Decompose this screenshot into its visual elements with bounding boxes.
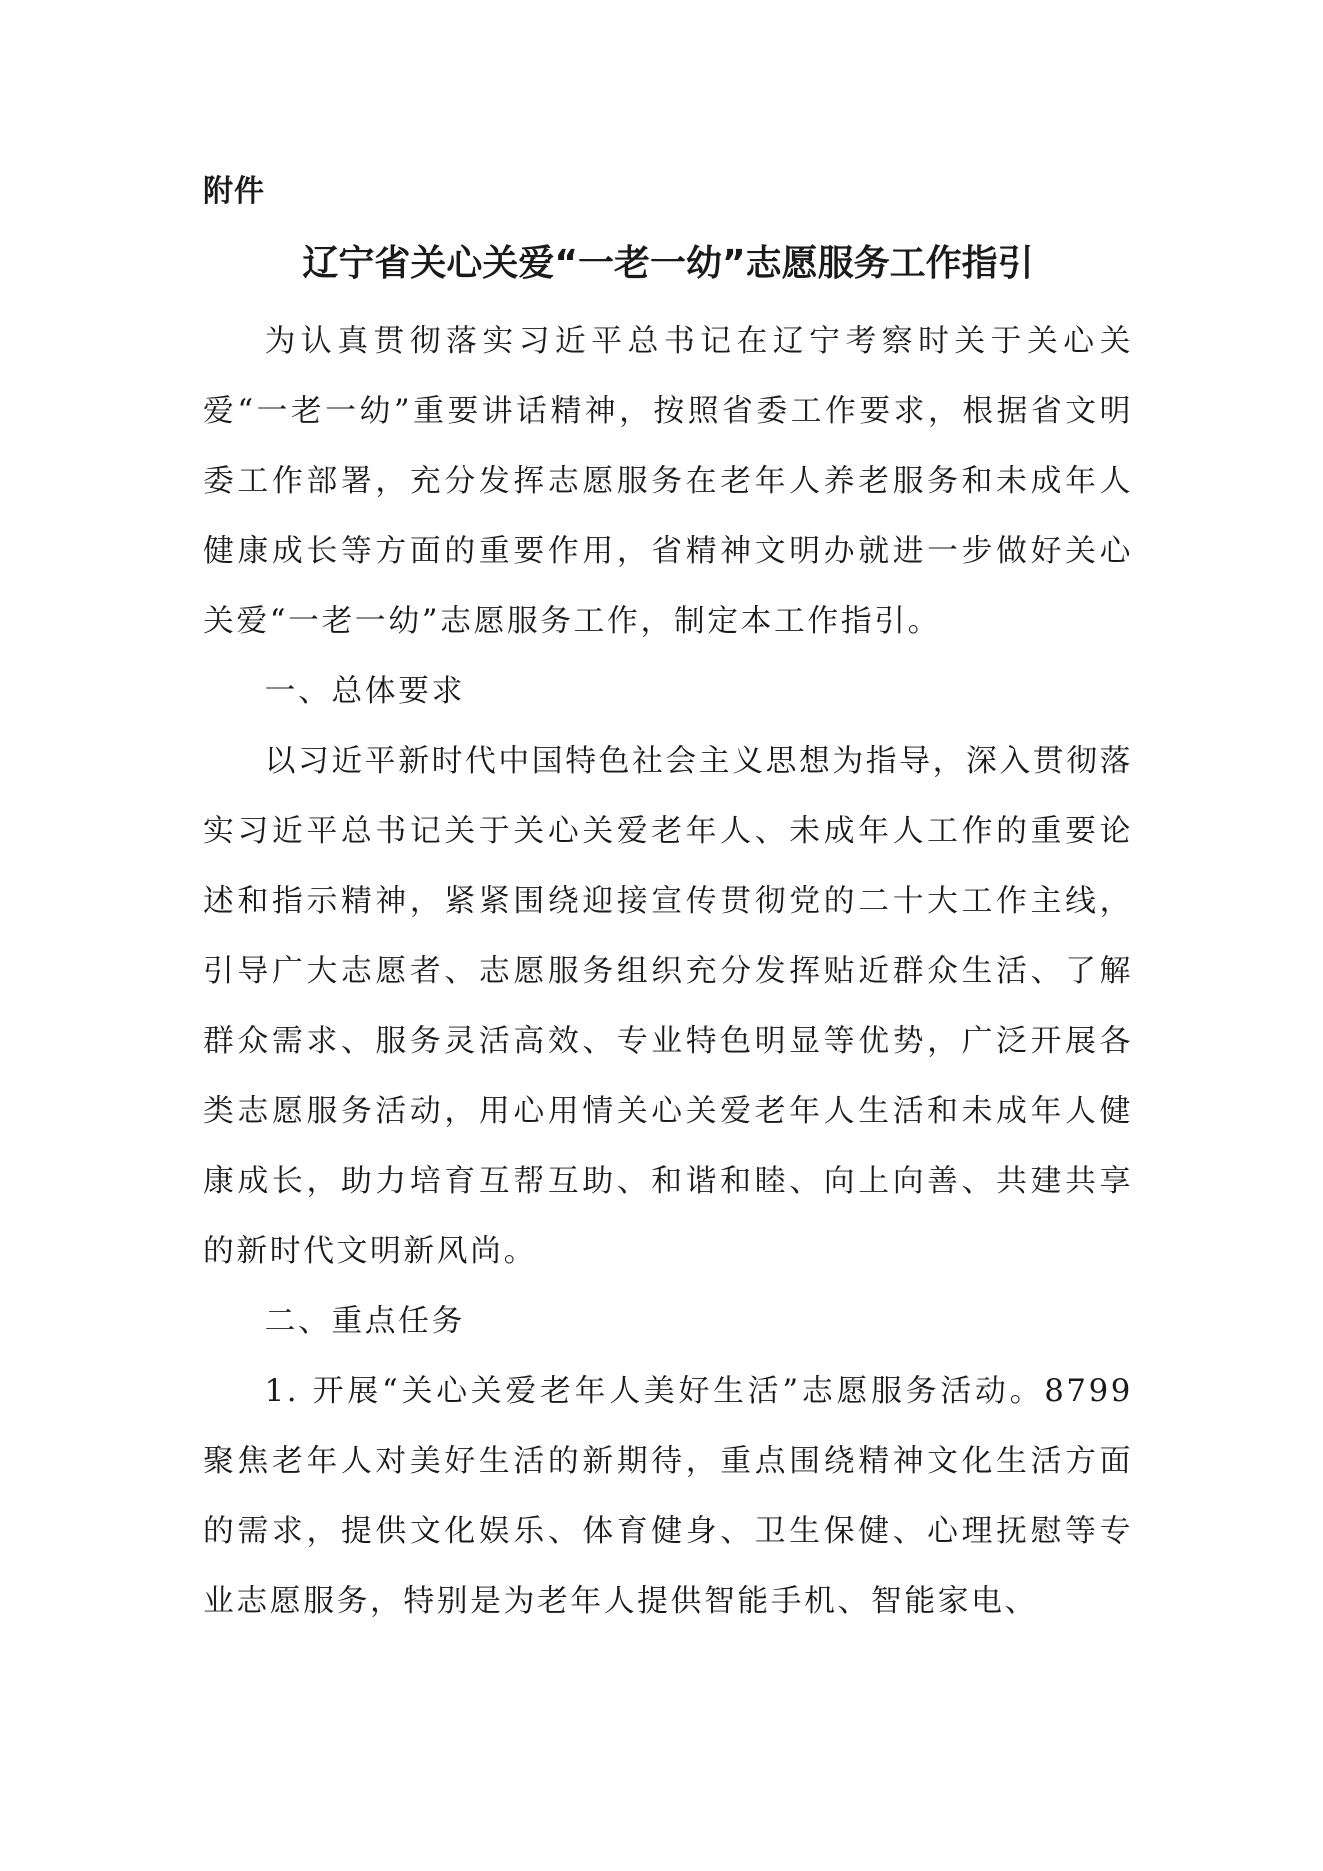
section-heading-key-tasks: 二、重点任务 <box>264 1303 465 1339</box>
key-task-item-1: 1. 开展“关心关爱老年人美好生活”志愿服务活动。8799聚焦老年人对美好生活的新期待，重点围绕精神文化生活方面的需求，提供文化娱乐、体育健身、卫生保健、心理抚慰等专业志愿服务，特别是为老年人提供智能手机、智能家电、 <box>203 1373 1133 1619</box>
attachment-label: 附件 <box>203 174 265 209</box>
document-body <box>203 306 1133 1636</box>
general-requirements-paragraph: 以习近平新时代中国特色社会主义思想为指导，深入贯彻落实习近平总书记关于关心关爱老年人、未成年人工作的重要论述和指示精神，紧紧围绕迎接宣传贯彻党的二十大工作主线，引导广大志愿者、志愿服务组织充分发挥贴近群众生活、了解群众需求、服务灵活高效、专业特色明显等优势，广泛开展各类志愿服务活动，用心用情关心关爱老年人生活和未成年人健康成长，助力培育互帮互助、和谐和睦、向上向善、共建共享的新时代文明新风尚。 <box>203 743 1133 1269</box>
document-title: 辽宁省关心关爱“一老一幼”志愿服务工作指引 <box>302 243 1034 284</box>
intro-paragraph: 为认真贯彻落实习近平总书记在辽宁考察时关于关心关爱“一老一幼”重要讲话精神，按照省委工作要求，根据省文明委工作部署，充分发挥志愿服务在老年人养老服务和未成年人健康成长等方面的重要作用，省精神文明办就进一步做好关心关爱“一老一幼”志愿服务工作，制定本工作指引。 <box>203 323 1133 639</box>
section-heading-general-requirements: 一、总体要求 <box>264 673 465 709</box>
